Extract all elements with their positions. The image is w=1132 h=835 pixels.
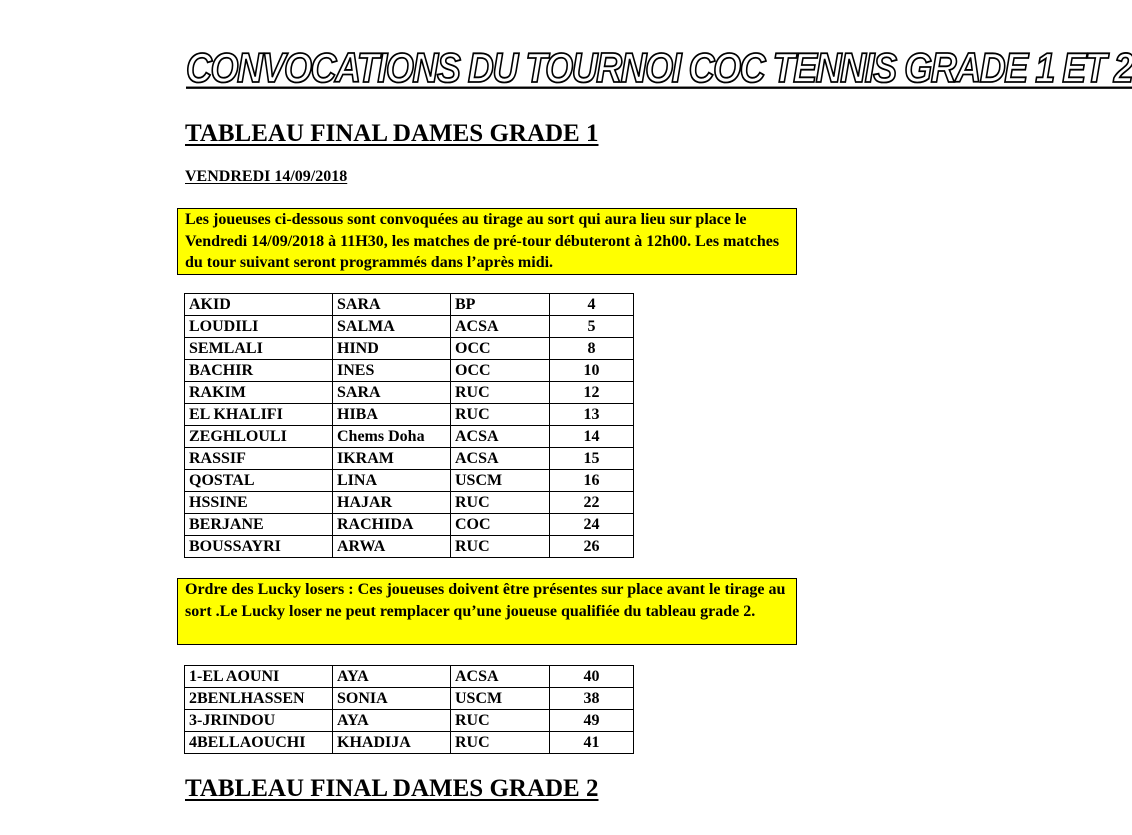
last-name-cell: BERJANE — [185, 514, 333, 536]
table-row — [185, 688, 634, 710]
players-table — [184, 293, 634, 558]
first-name-cell: KHADIJA — [333, 732, 451, 754]
rank-cell: 12 — [550, 382, 634, 404]
first-name-cell: HIBA — [333, 404, 451, 426]
table-row — [185, 338, 634, 360]
last-name-cell: SEMLALI — [185, 338, 333, 360]
rank-cell: 49 — [550, 710, 634, 732]
last-name-cell: HSSINE — [185, 492, 333, 514]
first-name-cell: INES — [333, 360, 451, 382]
last-name-cell: RAKIM — [185, 382, 333, 404]
lucky-losers-table — [184, 665, 634, 754]
club-cell: RUC — [451, 732, 550, 754]
table-row — [185, 470, 634, 492]
rank-cell: 40 — [550, 666, 634, 688]
club-cell: ACSA — [451, 426, 550, 448]
last-name-cell: ZEGHLOULI — [185, 426, 333, 448]
table-row — [185, 536, 634, 558]
first-name-cell: SARA — [333, 294, 451, 316]
club-cell: RUC — [451, 710, 550, 732]
table-row — [185, 666, 634, 688]
table-row — [185, 492, 634, 514]
first-name-cell: ARWA — [333, 536, 451, 558]
first-name-cell: HAJAR — [333, 492, 451, 514]
table-row — [185, 294, 634, 316]
club-cell: ACSA — [451, 316, 550, 338]
rank-cell: 8 — [550, 338, 634, 360]
rank-cell: 24 — [550, 514, 634, 536]
rank-cell: 5 — [550, 316, 634, 338]
last-name-cell: LOUDILI — [185, 316, 333, 338]
last-name-cell: 4BELLAOUCHI — [185, 732, 333, 754]
table-row — [185, 732, 634, 754]
rank-cell: 41 — [550, 732, 634, 754]
club-cell: USCM — [451, 688, 550, 710]
club-cell: ACSA — [451, 448, 550, 470]
first-name-cell: HIND — [333, 338, 451, 360]
club-cell: BP — [451, 294, 550, 316]
session-date: VENDREDI 14/09/2018 — [185, 168, 348, 185]
rank-cell: 16 — [550, 470, 634, 492]
rank-cell: 15 — [550, 448, 634, 470]
rank-cell: 10 — [550, 360, 634, 382]
first-name-cell: RACHIDA — [333, 514, 451, 536]
first-name-cell: LINA — [333, 470, 451, 492]
last-name-cell: AKID — [185, 294, 333, 316]
section-title-grade-2: TABLEAU FINAL DAMES GRADE 2 — [185, 775, 599, 802]
first-name-cell: SONIA — [333, 688, 451, 710]
rank-cell: 13 — [550, 404, 634, 426]
table-row — [185, 710, 634, 732]
rank-cell: 26 — [550, 536, 634, 558]
last-name-cell: BOUSSAYRI — [185, 536, 333, 558]
lucky-losers-notice: Ordre des Lucky losers : Ces joueuses doivent être présentes sur place avant le tirage au sort .Le Lucky loser ne peut remplacer qu’une joueuse qualifiée du tableau grade 2. — [177, 578, 797, 645]
table-row — [185, 382, 634, 404]
convocation-notice: Les joueuses ci-dessous sont convoquées au tirage au sort qui aura lieu sur place le Vendredi 14/09/2018 à 11H30, les matches de pré-tour débuteront à 12h00. Les matches du tour suivant seront programmés dans l’après midi. — [177, 208, 797, 275]
club-cell: RUC — [451, 404, 550, 426]
club-cell: OCC — [451, 360, 550, 382]
rank-cell: 38 — [550, 688, 634, 710]
last-name-cell: EL KHALIFI — [185, 404, 333, 426]
last-name-cell: QOSTAL — [185, 470, 333, 492]
club-cell: ACSA — [451, 666, 550, 688]
document-title: CONVOCATIONS DU TOURNOI COC TENNIS GRADE 1 ET 2 — [186, 44, 1132, 92]
first-name-cell: IKRAM — [333, 448, 451, 470]
section-title-grade-1: TABLEAU FINAL DAMES GRADE 1 — [185, 120, 599, 147]
first-name-cell: SARA — [333, 382, 451, 404]
last-name-cell: BACHIR — [185, 360, 333, 382]
club-cell: USCM — [451, 470, 550, 492]
first-name-cell: AYA — [333, 710, 451, 732]
first-name-cell: AYA — [333, 666, 451, 688]
table-row — [185, 360, 634, 382]
table-row — [185, 426, 634, 448]
club-cell: RUC — [451, 536, 550, 558]
club-cell: RUC — [451, 492, 550, 514]
club-cell: RUC — [451, 382, 550, 404]
rank-cell: 4 — [550, 294, 634, 316]
last-name-cell: RASSIF — [185, 448, 333, 470]
rank-cell: 14 — [550, 426, 634, 448]
table-row — [185, 448, 634, 470]
club-cell: OCC — [451, 338, 550, 360]
last-name-cell: 3-JRINDOU — [185, 710, 333, 732]
first-name-cell: Chems Doha — [333, 426, 451, 448]
last-name-cell: 1-EL AOUNI — [185, 666, 333, 688]
last-name-cell: 2BENLHASSEN — [185, 688, 333, 710]
table-row — [185, 514, 634, 536]
first-name-cell: SALMA — [333, 316, 451, 338]
rank-cell: 22 — [550, 492, 634, 514]
table-row — [185, 316, 634, 338]
club-cell: COC — [451, 514, 550, 536]
table-row — [185, 404, 634, 426]
